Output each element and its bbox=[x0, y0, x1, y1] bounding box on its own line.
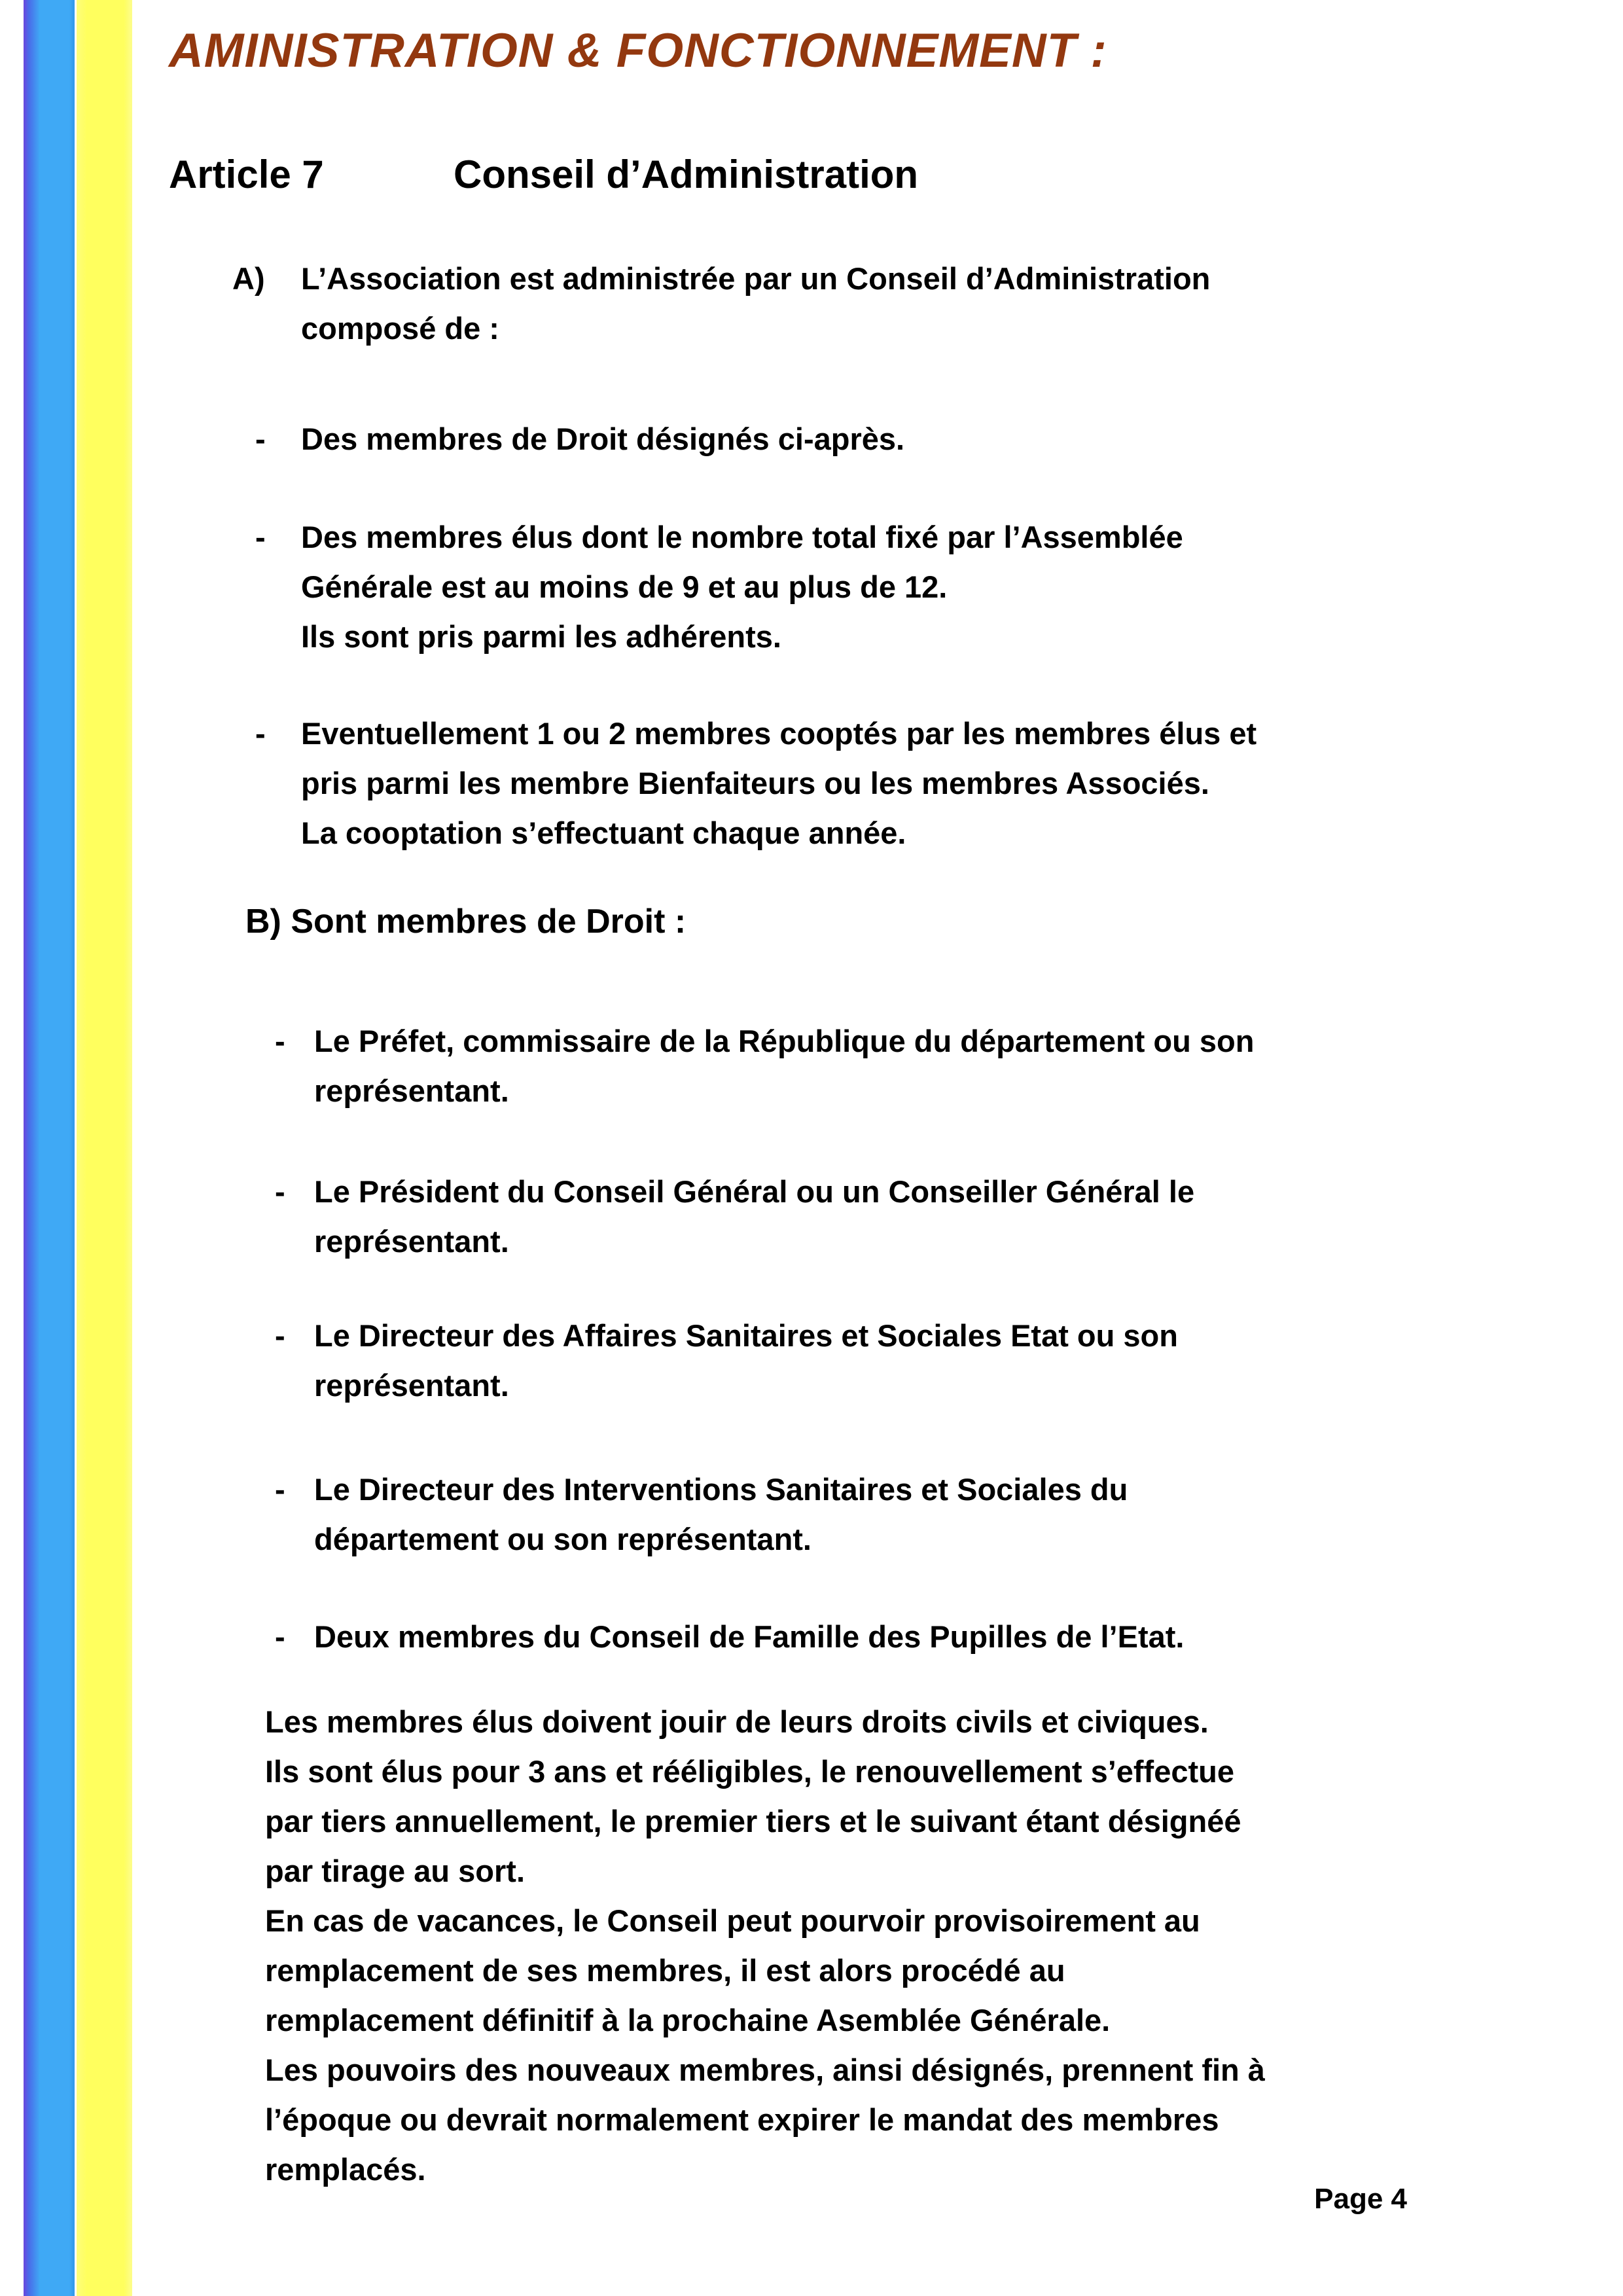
text-line: La cooptation s’effectuant chaque année. bbox=[301, 816, 906, 850]
section-a-intro-lines bbox=[301, 254, 1210, 353]
bullet-marker: - bbox=[275, 1318, 285, 1353]
text-line: En cas de vacances, le Conseil peut pourvoir provisoirement au bbox=[265, 1903, 1200, 1938]
left-border-blue-bar bbox=[24, 0, 75, 2296]
bullet-lines bbox=[314, 1016, 1254, 1116]
page-number: Page 4 bbox=[1314, 2183, 1407, 2215]
closing-paragraph bbox=[265, 1697, 1265, 2195]
text-line: représentant. bbox=[314, 1073, 509, 1108]
text-line: département ou son représentant. bbox=[314, 1522, 812, 1556]
text-line: composé de : bbox=[301, 311, 499, 346]
section-a-label: A) bbox=[232, 261, 265, 296]
text-line: Le Directeur des Interventions Sanitaires et Sociales du bbox=[314, 1472, 1128, 1507]
text-line: par tirage au sort. bbox=[265, 1854, 525, 1888]
text-line: Eventuellement 1 ou 2 membres cooptés par les membres élus et bbox=[301, 716, 1257, 751]
text-line: Ils sont élus pour 3 ans et rééligibles, le renouvellement s’effectue bbox=[265, 1754, 1234, 1789]
bullet-item bbox=[275, 1612, 1184, 1662]
bullet-marker: - bbox=[255, 422, 266, 456]
bullet-marker: - bbox=[255, 716, 266, 751]
article-heading bbox=[169, 152, 918, 197]
bullet-lines bbox=[301, 512, 1183, 662]
bullet-lines bbox=[314, 1612, 1184, 1662]
text-line: l’époque ou devrait normalement expirer le mandat des membres bbox=[265, 2102, 1219, 2137]
bullet-item bbox=[275, 1167, 1194, 1266]
bullet-lines bbox=[314, 1311, 1178, 1410]
bullet-lines bbox=[314, 1167, 1194, 1266]
bullet-item bbox=[255, 512, 1183, 662]
text-line: Le Président du Conseil Général ou un Conseiller Général le bbox=[314, 1174, 1195, 1209]
text-line: remplacement définitif à la prochaine Asemblée Générale. bbox=[265, 2003, 1111, 2037]
text-line: représentant. bbox=[314, 1224, 509, 1259]
text-line: L’Association est administrée par un Conseil d’Administration bbox=[301, 261, 1211, 296]
left-border-yellow-bar bbox=[77, 0, 132, 2296]
bullet-lines bbox=[314, 1465, 1128, 1564]
text-line: par tiers annuellement, le premier tiers et le suivant étant désignéé bbox=[265, 1804, 1241, 1839]
bullet-marker: - bbox=[275, 1619, 285, 1654]
text-line: Le Directeur des Affaires Sanitaires et Sociales Etat ou son bbox=[314, 1318, 1178, 1353]
text-line: pris parmi les membre Bienfaiteurs ou les membres Associés. bbox=[301, 766, 1209, 800]
bullet-item bbox=[255, 709, 1257, 858]
bullet-marker: - bbox=[255, 520, 266, 554]
bullet-lines bbox=[301, 709, 1257, 858]
text-line: Deux membres du Conseil de Famille des Pupilles de l’Etat. bbox=[314, 1619, 1185, 1654]
text-line: Générale est au moins de 9 et au plus de 12. bbox=[301, 569, 948, 604]
section-a-intro bbox=[232, 254, 1210, 353]
bullet-item bbox=[275, 1465, 1128, 1564]
text-line: Le Préfet, commissaire de la République du département ou son bbox=[314, 1024, 1255, 1058]
bullet-lines bbox=[301, 414, 904, 464]
text-line: Les pouvoirs des nouveaux membres, ainsi désignés, prennent fin à bbox=[265, 2053, 1265, 2087]
bullet-marker: - bbox=[275, 1472, 285, 1507]
text-line: Ils sont pris parmi les adhérents. bbox=[301, 619, 781, 654]
bullet-item bbox=[255, 414, 904, 464]
bullet-marker: - bbox=[275, 1174, 285, 1209]
article-title: Conseil d’Administration bbox=[454, 152, 919, 196]
text-line: Les membres élus doivent jouir de leurs droits civils et civiques. bbox=[265, 1704, 1209, 1739]
text-line: Des membres élus dont le nombre total fixé par l’Assemblée bbox=[301, 520, 1183, 554]
text-line: remplacement de ses membres, il est alors procédé au bbox=[265, 1953, 1065, 1988]
text-line: Des membres de Droit désignés ci-après. bbox=[301, 422, 905, 456]
bullet-marker: - bbox=[275, 1024, 285, 1058]
text-line: représentant. bbox=[314, 1368, 509, 1403]
text-line: remplacés. bbox=[265, 2152, 426, 2187]
article-number: Article 7 bbox=[169, 152, 324, 196]
section-b-heading: B) Sont membres de Droit : bbox=[245, 903, 687, 941]
bullet-item bbox=[275, 1311, 1178, 1410]
bullet-item bbox=[275, 1016, 1254, 1116]
page-title: AMINISTRATION & FONCTIONNEMENT : bbox=[169, 24, 1107, 77]
